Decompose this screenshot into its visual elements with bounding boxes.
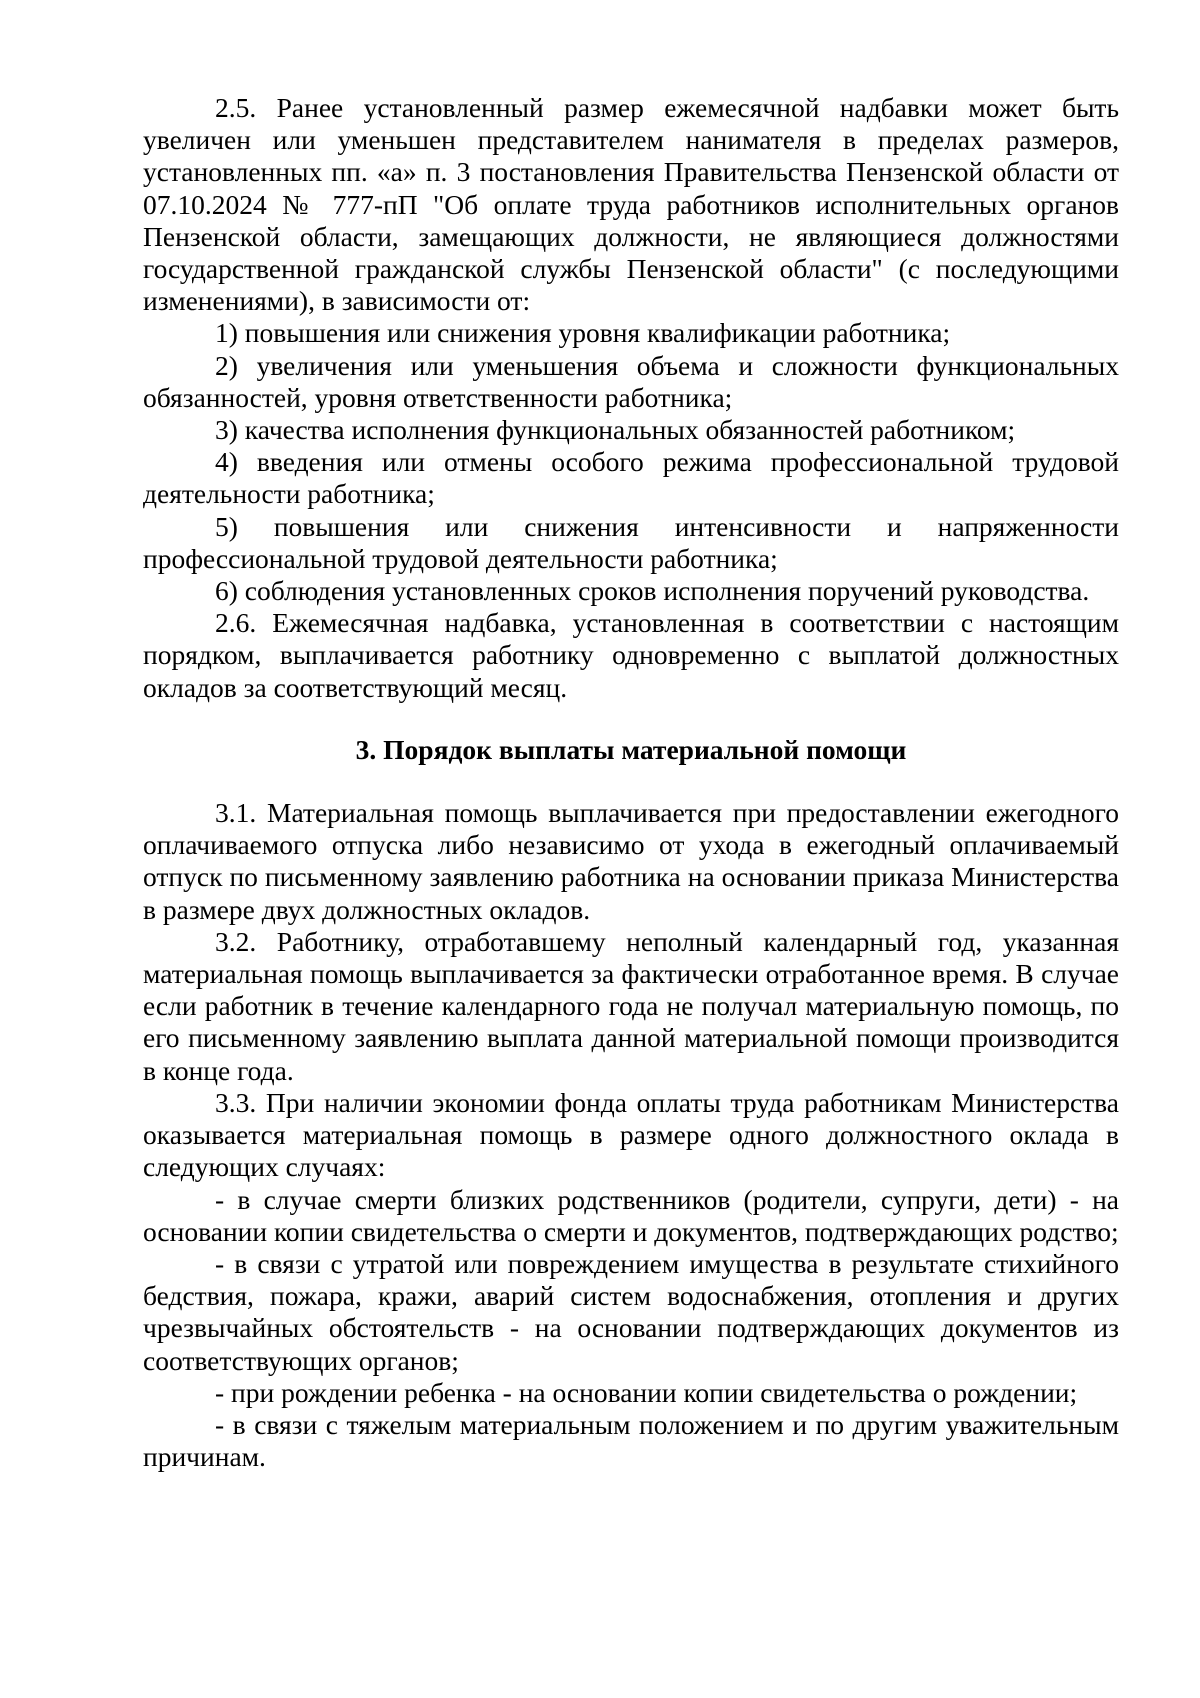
document-page xyxy=(143,92,1119,1473)
case-item-3: - при рождении ребенка - на основании копии свидетельства о рождении; xyxy=(215,1376,1078,1408)
list-item-2-5-1: 1) повышения или снижения уровня квалификации работника; xyxy=(215,317,951,349)
spacer xyxy=(143,704,1119,734)
spacer xyxy=(143,766,1119,797)
case-item-2: - в связи с утратой или повреждением имущества в результате стихийного бедствия, пожара, кражи, аварий систем водоснабжения, отопления и других чрезвычайных обстоятельств - на основании подтверждающих документов из соответствующих органов; xyxy=(143,1247,1119,1376)
list-item-2-5-6: 6) соблюдения установленных сроков исполнения поручений руководства. xyxy=(215,575,1090,607)
case-item-4: - в связи с тяжелым материальным положением и по другим уважительным причинам. xyxy=(143,1408,1119,1473)
list-item-2-5-3: 3) качества исполнения функциональных обязанностей работником; xyxy=(215,414,1016,446)
section-heading: 3. Порядок выплаты материальной помощи xyxy=(355,733,907,765)
paragraph-3-2: 3.2. Работнику, отработавшему неполный календарный год, указанная материальная помощь выплачивается за фактически отработанное время. В случае если работник в течение календарного года не получал материальную помощь, по его письменному заявлению выплата данной материальной помощи производится в конце года. xyxy=(143,925,1119,1086)
paragraph-3-3: 3.3. При наличии экономии фонда оплаты труда работникам Министерства оказывается материальная помощь в размере одного должностного оклада в следующих случаях: xyxy=(143,1086,1119,1183)
paragraph-3-1: 3.1. Материальная помощь выплачивается при предоставлении ежегодного оплачиваемого отпуска либо независимо от ухода в ежегодный оплачиваемый отпуск по письменному заявлению работника на основании приказа Министерства в размере двух должностных окладов. xyxy=(143,797,1119,925)
list-item-2-5-4: 4) введения или отмены особого режима профессиональной трудовой деятельности работника; xyxy=(143,446,1119,510)
list-item-2-5-5: 5) повышения или снижения интенсивности и напряженности профессиональной трудовой деятельности работника; xyxy=(143,510,1119,574)
paragraph-2-5: 2.5. Ранее установленный размер ежемесячной надбавки может быть увеличен или уменьшен представителем нанимателя в пределах размеров, установленных пп. «а» п. 3 постановления Правительства Пензенской области от 07.10.2024 № 777-пП "Об оплате труда работников исполнительных органов Пензенской области, замещающих должности, не являющиеся должностями государственной гражданской службы Пензенской области" (с последующими изменениями), в зависимости от: xyxy=(143,92,1119,317)
list-item-2-5-2: 2) увеличения или уменьшения объема и сложности функциональных обязанностей, уровня ответственности работника; xyxy=(143,349,1119,413)
paragraph-2-6: 2.6. Ежемесячная надбавка, установленная в соответствии с настоящим порядком, выплачивается работнику одновременно с выплатой должностных окладов за соответствующий месяц. xyxy=(143,607,1119,703)
case-item-1: - в случае смерти близких родственников (родители, супруги, дети) - на основании копии свидетельства о смерти и документов, подтверждающих родство; xyxy=(143,1183,1119,1247)
